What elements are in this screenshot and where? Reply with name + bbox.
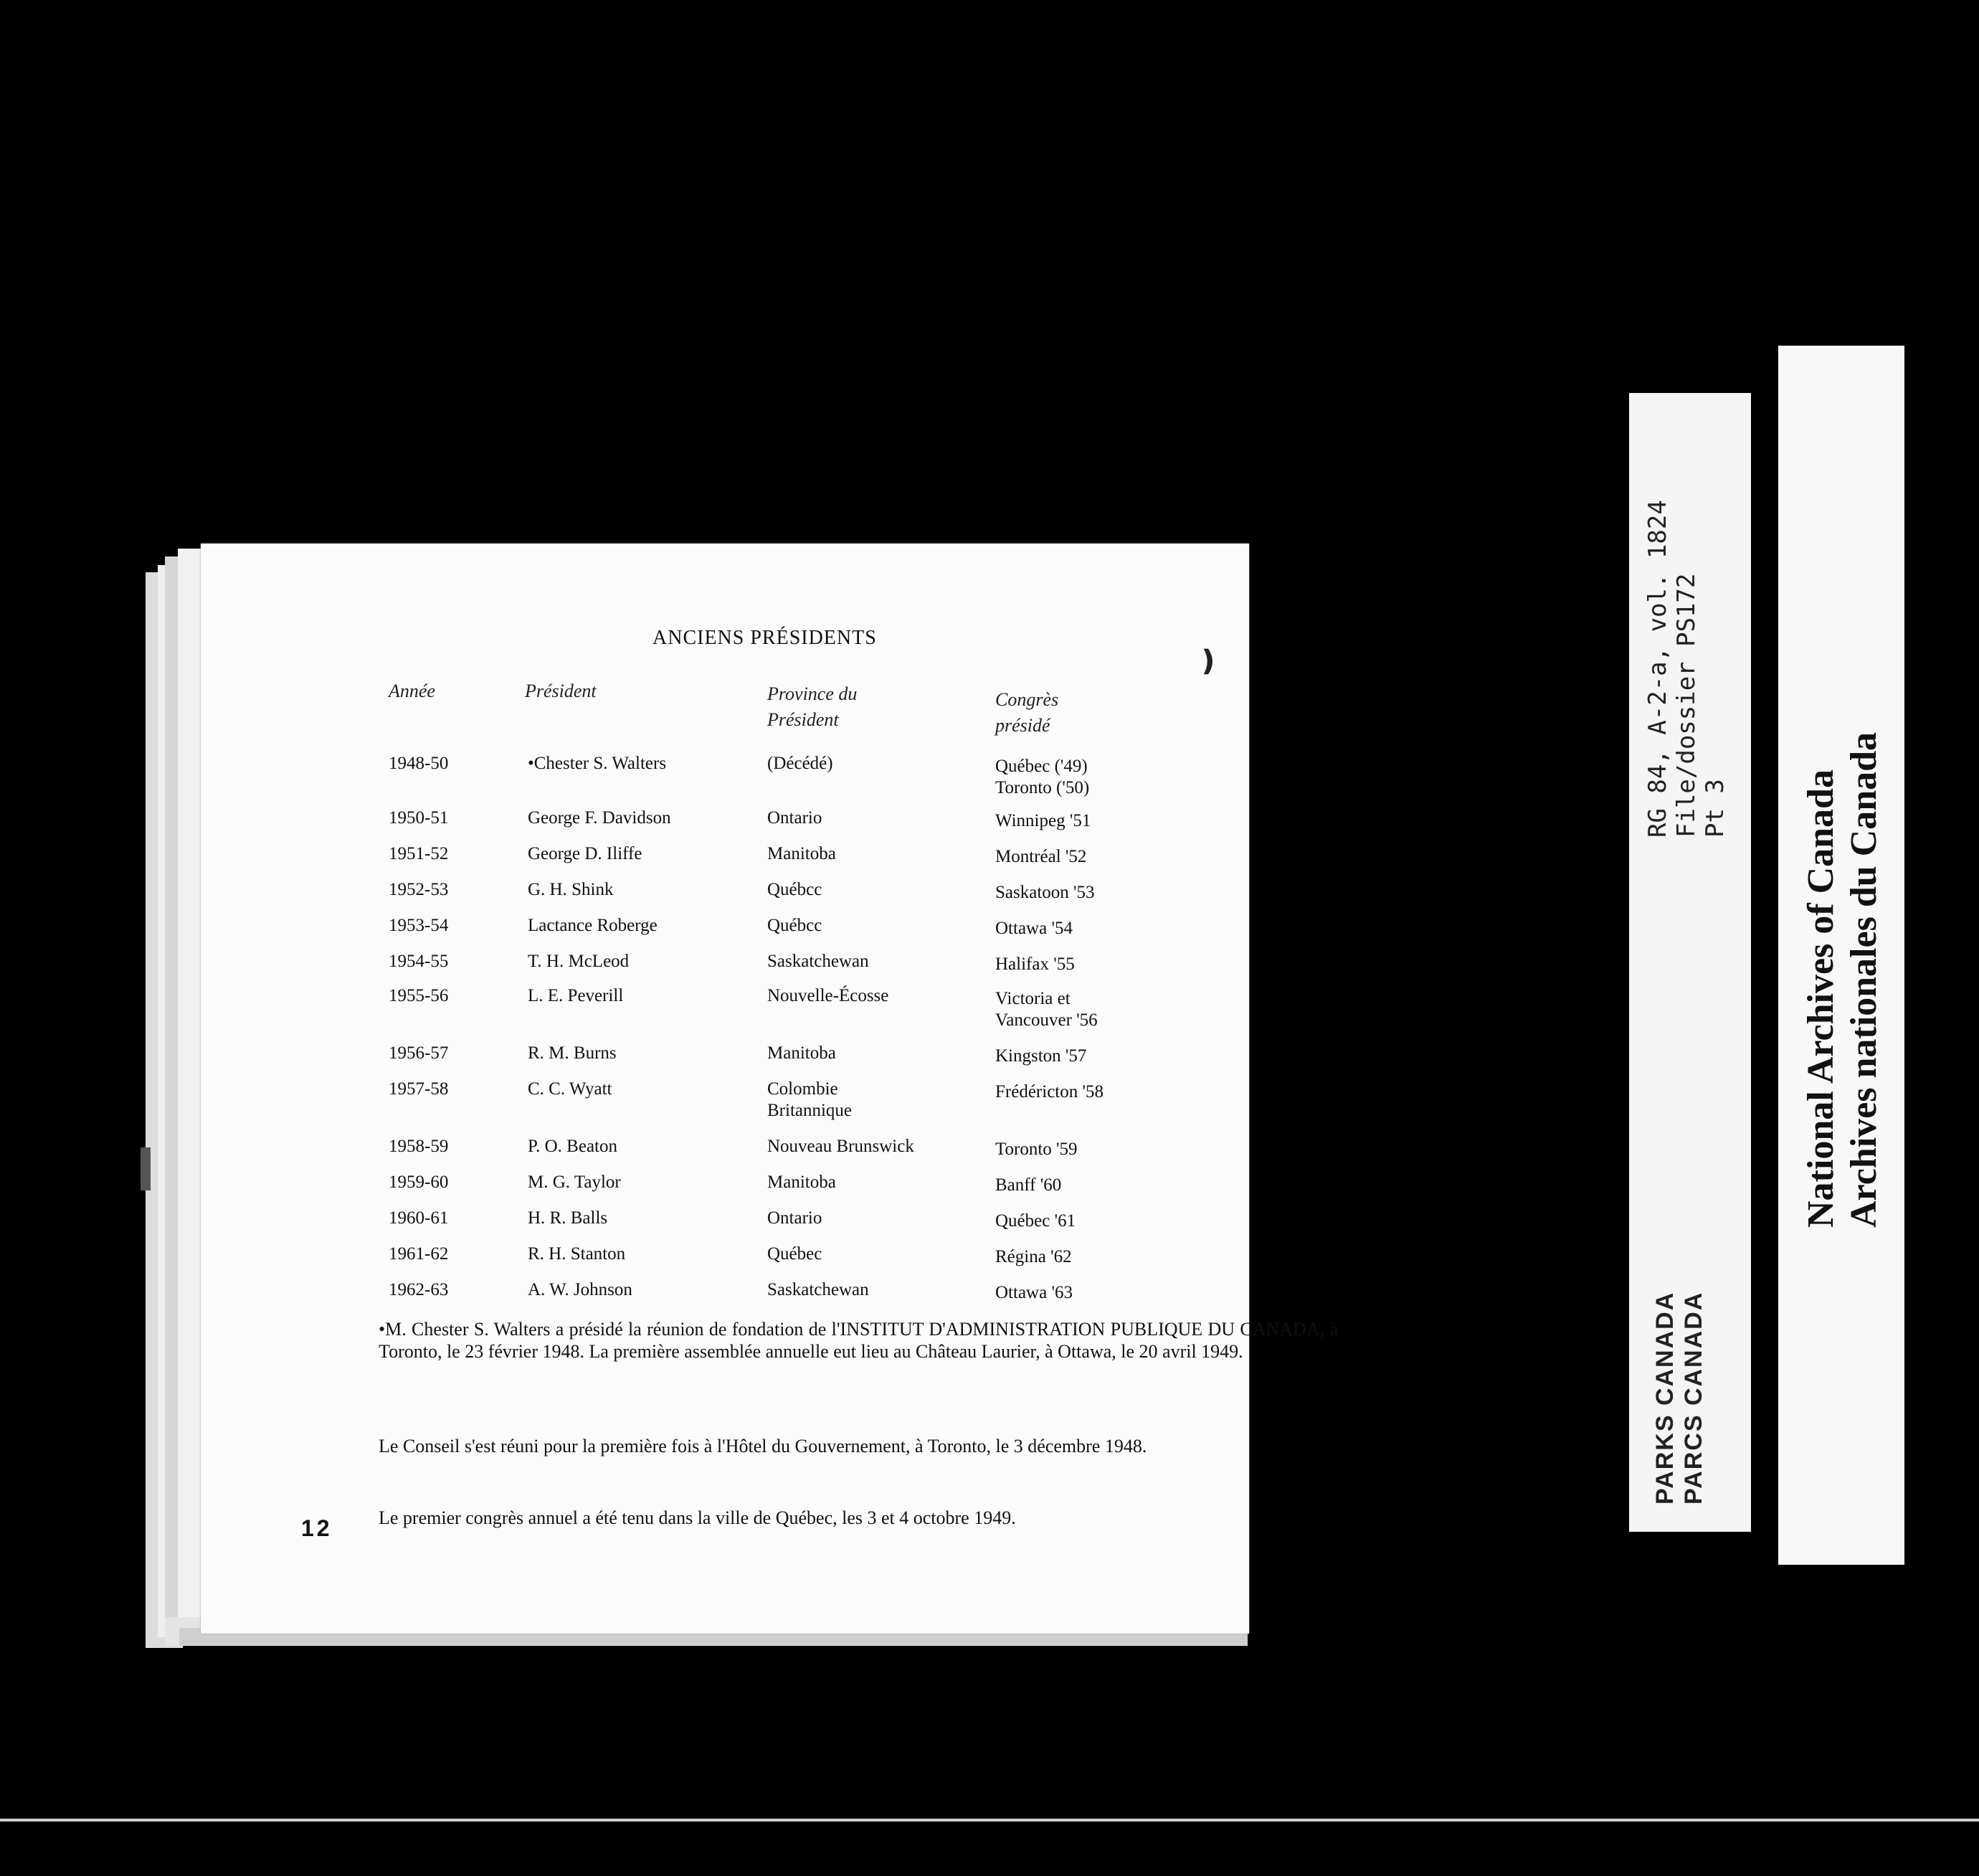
archive-institution-label [1778,346,1904,1565]
header-president: Président [525,681,597,701]
cell-year: 1955-56 [389,986,449,1005]
cell-president: •Chester S. Walters [528,754,667,773]
cell-province: Saskatchewan [767,1280,869,1299]
cell-congress: Québec ('49) Toronto ('50) [995,757,1090,797]
header-province: Province du Président [767,683,858,730]
cell-year: 1962-63 [389,1280,449,1299]
cell-province: Saskatchewan [767,952,869,971]
cell-year: 1956-57 [389,1043,449,1063]
cell-president: A. W. Johnson [528,1280,632,1299]
cell-province: Manitoba [767,1043,836,1063]
cell-president: G. H. Shink [528,880,614,899]
cell-province: Nouvelle-Écosse [767,986,889,1005]
cell-year: 1952-53 [389,880,449,899]
cell-province: Québcc [767,916,822,935]
cell-president: P. O. Beaton [528,1137,617,1156]
cell-congress: Kingston '57 [995,1046,1087,1066]
page-title: ANCIENS PRÉSIDENTS [652,627,877,649]
cell-year: 1957-58 [389,1079,449,1099]
cell-president: L. E. Peverill [528,986,624,1005]
cell-province: Québcc [767,880,822,899]
binding-strip [141,1147,151,1190]
cell-year: 1950-51 [389,808,449,828]
cell-year: 1948-50 [389,754,449,773]
cell-congress: Halifax '55 [995,954,1075,974]
cell-president: R. M. Burns [528,1043,617,1063]
cell-president: Lactance Roberge [528,916,658,935]
cell-year: 1960-61 [389,1208,449,1228]
cell-province: Ontario [767,808,822,828]
header-year: Année [389,681,435,701]
cell-province: Manitoba [767,844,836,863]
archive-reference-label [1629,393,1751,1532]
cell-congress: Ottawa '54 [995,919,1073,938]
agency-text: PARKS CANADA PARCS CANADA [1651,1291,1707,1505]
header-congress: Congrès présidé [995,689,1059,736]
cell-province: (Décédé) [767,754,833,773]
cell-congress: Banff '60 [995,1175,1062,1195]
cell-president: George F. Davidson [528,808,671,828]
bookmark-icon: ❫ [1196,645,1220,677]
cell-congress: Toronto '59 [995,1140,1078,1159]
cell-year: 1954-55 [389,952,449,971]
cell-president: George D. Iliffe [528,844,642,863]
cell-congress: Québec '61 [995,1211,1076,1231]
cell-president: H. R. Balls [528,1208,608,1228]
cell-congress: Frédéricton '58 [995,1082,1104,1102]
document-page [201,544,1338,1634]
cell-congress: Ottawa '63 [995,1283,1073,1302]
cell-year: 1961-62 [389,1244,449,1264]
cell-congress: Victoria et Vancouver '56 [995,989,1098,1030]
cell-congress: Montréal '52 [995,847,1087,866]
cell-year: 1958-59 [389,1137,449,1156]
cell-congress: Régina '62 [995,1247,1072,1266]
cell-president: R. H. Stanton [528,1244,626,1264]
cell-president: M. G. Taylor [528,1172,621,1192]
note-paragraph: Le Conseil s'est réuni pour la première fois à l'Hôtel du Gouvernement, à Toronto, le 3 décembre 1948. [379,1436,1147,1456]
cell-province: Manitoba [767,1172,836,1192]
note-paragraph: Le premier congrès annuel a été tenu dans la ville de Québec, les 3 et 4 octobre 1949. [379,1507,1016,1528]
cell-president: T. H. McLeod [528,952,630,971]
institution-text: National Archives of Canada Archives nationales du Canada [1800,731,1884,1228]
cell-year: 1953-54 [389,916,449,935]
cell-congress: Winnipeg '51 [995,811,1091,830]
page-number: 12 [301,1515,333,1541]
cell-province: Ontario [767,1208,822,1228]
cell-president: C. C. Wyatt [528,1079,612,1099]
cell-year: 1959-60 [389,1172,449,1192]
cell-province: Québec [767,1244,822,1264]
reference-text: RG 84, A-2-a, vol. 1824 File/dossier PS172 Pt 3 [1643,500,1729,838]
film-edge-line [0,1819,1979,1821]
cell-province: Colombie Britannique [767,1079,853,1120]
cell-province: Nouveau Brunswick [767,1137,914,1156]
footnote: •M. Chester S. Walters a présidé la réunion de fondation de l'INSTITUT D'ADMINISTRATION PUBLIQUE DU CANADA, à Toronto, le 23 février 1948. La première assemblée annuelle eut lieu au Château Laurier, à Ottawa, le 20 avril 1949. [379,1319,1338,1362]
cell-congress: Saskatoon '53 [995,883,1095,902]
cell-year: 1951-52 [389,844,449,863]
